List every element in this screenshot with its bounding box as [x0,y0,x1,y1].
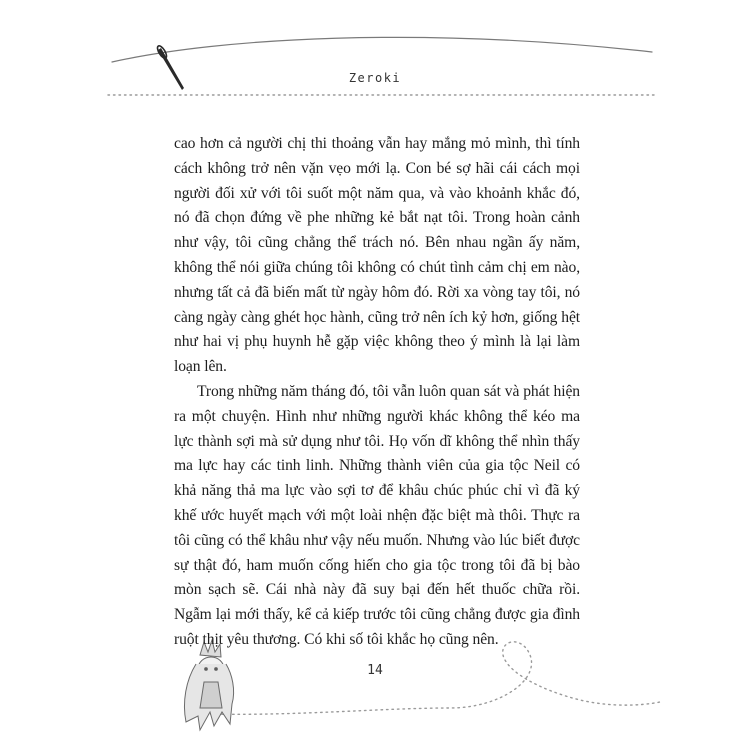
running-header-title: Zeroki [348,71,402,85]
girl-illustration [184,640,233,730]
body-text [174,132,580,653]
paragraph: Trong những năm tháng đó, tôi vẫn luôn quan sát và phát hiện ra một chuyện. Hình như những người khác không thể kéo ma lực thành sợi mà sử dụng như tôi. Họ vốn dĩ không thể nhìn thấy ma lực hay các tinh linh. Những thành viên của gia tộc Neil có khả năng thả ma lực vào sợi tơ để khâu chúc phúc chỉ vì đã ký khế ước huyết mạch với một loài nhện đặc biệt mà thôi. Thực ra tôi cũng có thể khâu như vậy nếu muốn. Nhưng vào lúc biết được sự thật đó, ham muốn cống hiến cho gia tộc trong tôi đã bị bào mòn sạch sẽ. Cái nhà này đã suy bại đến hết thuốc chữa rồi. Ngẫm lại mới thấy, kể cả kiếp trước tôi cũng chẳng được gia đình ruột thịt yêu thương. Có khi số tôi khắc họ cũng nên. [174,382,580,648]
thread-line [112,37,652,62]
paragraph: cao hơn cả người chị thi thoảng vẫn hay mắng mỏ mình, thì tính cách không trở nên vặn vẹo mới lạ. Con bé sợ hãi cái cách mọi người đối xử với tôi suốt một năm qua, và vào khoảnh khắc đó, nó đã chọn đứng về phe những kẻ bắt nạt tôi. Trong hoàn cảnh như vậy, tôi cũng chẳng thể trách nó. Bên nhau ngần ấy năm, không thể nói giữa chúng tôi không có chút tình cảm chị em nào, nhưng tất cả đã biến mất từ ngày hôm đó. Rời xa vòng tay tôi, nó càng ngày càng ghét học hành, cũng trở nên ích kỷ hơn, giống hệt như hai vị phụ huynh hễ gặp việc không theo ý mình là lại làm loạn lên. [174,135,580,376]
page-number: 14 [367,663,383,678]
